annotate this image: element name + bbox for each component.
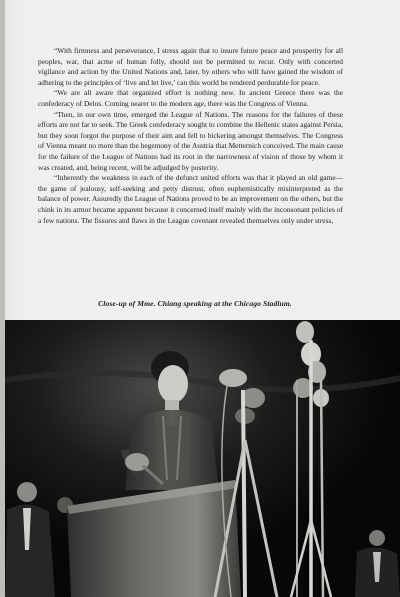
photo-caption: Close-up of Mme. Chiang speaking at the Chicago Stadium. [98, 299, 292, 308]
photograph [5, 320, 400, 597]
paragraph: “We are all aware that organized effort is nothing new. In ancient Greece there was the confederacy of Delos. Coming nearer to the modern age, there was the Congress of Vienna. [38, 88, 343, 108]
speech-text [38, 46, 343, 226]
paragraph: “Then, in our own time, emerged the League of Nations. The reasons for the failures of these efforts are not far to seek. The Greek confederacy sought to combine the Hellenic states against Persia, but they soon forgot the purpose of their aim and fell to bickering amongst themselves. The Congress of Vienna meant no more than the hegemony of the Austria that Metternich conceived. The main cause for the failure of the League of Nations had its root in the narrowness of vision of those by whom it was created, and, being recent, will be adjudged by posterity. [38, 109, 343, 172]
photo-illustration [5, 320, 400, 597]
paragraph: “Inherently the weakness in each of the defunct united efforts was that it played an old game—the game of jealousy, self-seeking and petty distrust, often euphemistically misinterpreted as the balance of power. Assuredly the League of Nations proved to be an improvement on the others, but the chink in its armor became apparent because it concerned itself mainly with the inconsonant policies of a few nations. The fissures and flaws in the League covenant revealed themselves only under stress, [38, 173, 343, 225]
paragraph: “With firmness and perseverance, I stress again that to insure future peace and prosperity for all peoples, war, that acme of human folly, should not be permitted to recur. Only with concerted vigilance and action by the United Nations and, later, by others who will have gained the wisdom of adhering to the principles of ‘live and let live,’ can this world be rendered perdurable for peace. [38, 46, 343, 87]
